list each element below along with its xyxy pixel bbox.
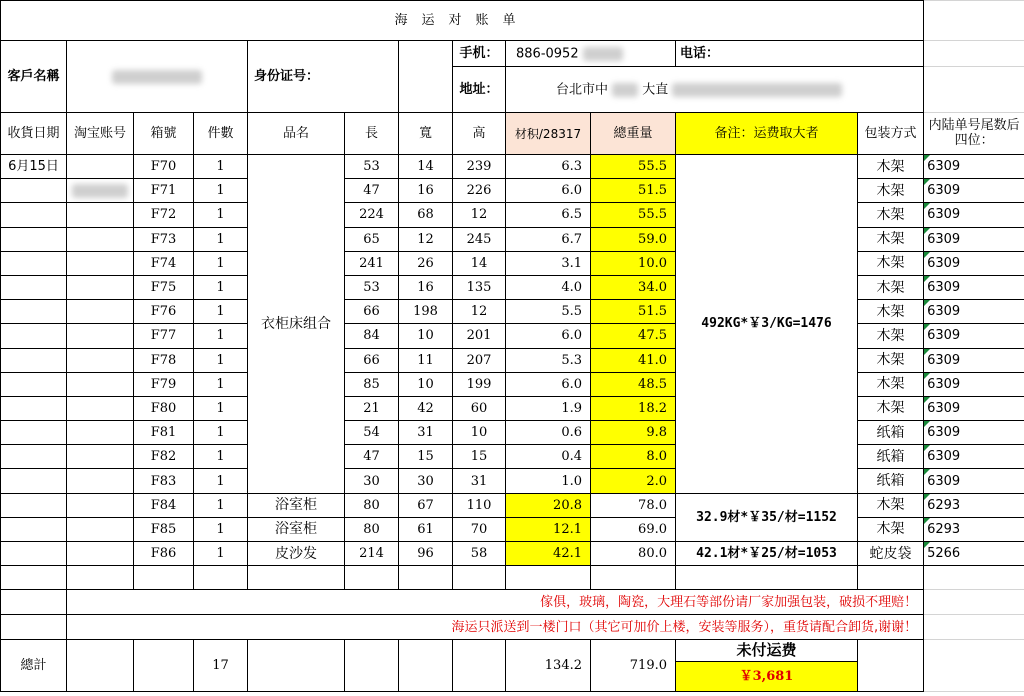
col-header-remark: 备注：运费取大者 [676, 113, 858, 155]
packing-method: 木架 [858, 275, 924, 299]
volume-value: 0.4 [506, 445, 591, 469]
item-rows [1, 155, 1024, 566]
item-count: 1 [194, 445, 248, 469]
dim-length: 65 [345, 227, 399, 251]
item-count: 1 [194, 493, 248, 517]
volume-value: 20.8 [506, 493, 591, 517]
weight-value: 18.2 [591, 396, 676, 420]
volume-value: 6.3 [506, 155, 591, 179]
dim-length: 47 [345, 179, 399, 203]
grid-cell[interactable] [924, 615, 1024, 640]
dim-width: 30 [399, 469, 453, 493]
tracking-digits: 6309 [924, 155, 1024, 179]
item-count: 1 [194, 396, 248, 420]
dim-length: 84 [345, 324, 399, 348]
blank-cell[interactable] [67, 227, 134, 251]
packing-method: 木架 [858, 203, 924, 227]
dim-height: 207 [453, 348, 506, 372]
table-row [1, 179, 1024, 203]
weight-value: 41.0 [591, 348, 676, 372]
box-number: F79 [134, 372, 194, 396]
blank-cell[interactable] [67, 203, 134, 227]
col-header-count: 件數 [194, 113, 248, 155]
dim-height: 12 [453, 300, 506, 324]
col-header-packing: 包装方式 [858, 113, 924, 155]
tracking-digits: 6309 [924, 324, 1024, 348]
address-text-b: 大直 [642, 82, 669, 97]
blank-cell[interactable] [1, 372, 67, 396]
blank-cell[interactable] [1, 445, 67, 469]
grid-cell[interactable] [924, 640, 1024, 692]
dim-width: 10 [399, 372, 453, 396]
packing-method: 木架 [858, 493, 924, 517]
tracking-digits: 6309 [924, 227, 1024, 251]
blank-cell[interactable] [1, 396, 67, 420]
weight-value: 51.5 [591, 179, 676, 203]
dim-length: 53 [345, 275, 399, 299]
tel-label: 电话： [676, 41, 924, 67]
blank-cell[interactable] [345, 566, 399, 590]
box-number: F80 [134, 396, 194, 420]
tracking-digits: 6309 [924, 300, 1024, 324]
table-row [1, 372, 1024, 396]
box-number: F81 [134, 421, 194, 445]
warning-line-2: 海运只派送到一楼门口（其它可加价上楼，安装等服务），重货请配合卸货,谢谢！ [67, 615, 924, 640]
blank-cell[interactable] [1, 179, 67, 203]
dim-height: 70 [453, 517, 506, 541]
blank-cell[interactable] [67, 469, 134, 493]
weight-value: 55.5 [591, 203, 676, 227]
dim-width: 16 [399, 275, 453, 299]
dim-width: 61 [399, 517, 453, 541]
item-count: 1 [194, 372, 248, 396]
tracking-digits: 6309 [924, 203, 1024, 227]
tracking-digits: 6309 [924, 396, 1024, 420]
tracking-digits: 6309 [924, 421, 1024, 445]
dim-length: 21 [345, 396, 399, 420]
table-row [1, 493, 1024, 517]
table-row [1, 517, 1024, 541]
box-number: F78 [134, 348, 194, 372]
weight-value: 69.0 [591, 517, 676, 541]
blank-cell[interactable] [1, 324, 67, 348]
item-count: 1 [194, 542, 248, 566]
item-count: 1 [194, 179, 248, 203]
packing-method: 木架 [858, 179, 924, 203]
grid-cell[interactable] [924, 1, 1024, 41]
volume-value: 0.6 [506, 421, 591, 445]
blank-cell[interactable] [453, 640, 506, 692]
phone-label: 手机： [453, 41, 506, 67]
blank-cell[interactable] [248, 640, 345, 692]
item-name: 衣柜床组合 [248, 155, 345, 494]
total-label: 總計 [1, 640, 67, 692]
item-count: 1 [194, 251, 248, 275]
box-number: F83 [134, 469, 194, 493]
box-number: F73 [134, 227, 194, 251]
weight-value: 34.0 [591, 275, 676, 299]
dim-length: 66 [345, 348, 399, 372]
dim-width: 67 [399, 493, 453, 517]
blank-cell[interactable] [1, 348, 67, 372]
item-name: 浴室柜 [248, 517, 345, 541]
packing-method: 纸箱 [858, 421, 924, 445]
blank-cell[interactable] [67, 445, 134, 469]
blank-cell[interactable] [591, 566, 676, 590]
total-volume: 134.2 [506, 640, 591, 692]
blank-cell[interactable] [67, 421, 134, 445]
grid-cell[interactable] [924, 67, 1024, 113]
blank-cell[interactable] [399, 566, 453, 590]
box-number: F86 [134, 542, 194, 566]
unpaid-label: 未付运费 [676, 640, 858, 662]
weight-value: 48.5 [591, 372, 676, 396]
dim-length: 66 [345, 300, 399, 324]
weight-value: 8.0 [591, 445, 676, 469]
volume-value: 6.0 [506, 324, 591, 348]
col-header-weight: 總重量 [591, 113, 676, 155]
id-value-cell[interactable] [399, 41, 453, 113]
table-row [1, 324, 1024, 348]
blank-cell[interactable] [1, 469, 67, 493]
blank-cell[interactable] [67, 348, 134, 372]
blank-cell[interactable] [1, 227, 67, 251]
tracking-digits: 6309 [924, 251, 1024, 275]
blank-cell[interactable] [134, 640, 194, 692]
item-count: 1 [194, 469, 248, 493]
dim-height: 60 [453, 396, 506, 420]
dim-height: 201 [453, 324, 506, 348]
table-row [1, 227, 1024, 251]
remark-note: 492KG*￥3/KG=1476 [676, 155, 858, 494]
blank-cell[interactable] [67, 493, 134, 517]
blank-cell[interactable] [1, 493, 67, 517]
phone-value [506, 41, 676, 67]
tracking-digits: 5266 [924, 542, 1024, 566]
blank-cell[interactable] [1, 203, 67, 227]
weight-value: 59.0 [591, 227, 676, 251]
dim-width: 10 [399, 324, 453, 348]
dim-width: 26 [399, 251, 453, 275]
dim-height: 110 [453, 493, 506, 517]
dim-height: 58 [453, 542, 506, 566]
volume-value: 6.0 [506, 179, 591, 203]
weight-value: 80.0 [591, 542, 676, 566]
col-header-item: 品名 [248, 113, 345, 155]
total-weight: 719.0 [591, 640, 676, 692]
weight-value: 2.0 [591, 469, 676, 493]
dim-length: 80 [345, 517, 399, 541]
dim-height: 10 [453, 421, 506, 445]
blank-cell[interactable] [67, 640, 134, 692]
item-count: 1 [194, 275, 248, 299]
phone-number-text: 886-0952 [516, 46, 579, 61]
box-number: F70 [134, 155, 194, 179]
dim-width: 12 [399, 227, 453, 251]
blank-cell[interactable] [1, 517, 67, 541]
dim-height: 31 [453, 469, 506, 493]
tracking-digits: 6309 [924, 348, 1024, 372]
box-number: F71 [134, 179, 194, 203]
table-row [1, 348, 1024, 372]
dim-height: 12 [453, 203, 506, 227]
dim-length: 214 [345, 542, 399, 566]
blank-cell[interactable] [67, 396, 134, 420]
dim-width: 14 [399, 155, 453, 179]
tracking-digits: 6309 [924, 469, 1024, 493]
dim-width: 31 [399, 421, 453, 445]
volume-value: 12.1 [506, 517, 591, 541]
dim-height: 226 [453, 179, 506, 203]
blank-cell[interactable] [67, 275, 134, 299]
blurred-text [112, 70, 202, 84]
packing-method: 木架 [858, 300, 924, 324]
blank-cell[interactable] [1, 590, 67, 615]
item-count: 1 [194, 203, 248, 227]
taobao-account-blurred [67, 179, 134, 203]
box-number: F74 [134, 251, 194, 275]
remark-note: 32.9材*￥35/材=1152 [676, 493, 858, 541]
tracking-digits: 6293 [924, 493, 1024, 517]
volume-value: 6.5 [506, 203, 591, 227]
blank-cell[interactable] [858, 640, 924, 692]
table-row [1, 300, 1024, 324]
item-name: 皮沙发 [248, 542, 345, 566]
box-number: F82 [134, 445, 194, 469]
blank-cell[interactable] [67, 251, 134, 275]
dim-height: 245 [453, 227, 506, 251]
blank-cell[interactable] [67, 542, 134, 566]
dim-height: 199 [453, 372, 506, 396]
sheet-title: 海运对账单 [1, 1, 924, 41]
col-header-taobao: 淘宝账号 [67, 113, 134, 155]
item-count: 1 [194, 227, 248, 251]
tracking-digits: 6309 [924, 179, 1024, 203]
dim-height: 135 [453, 275, 506, 299]
dim-width: 96 [399, 542, 453, 566]
blank-cell[interactable] [1, 275, 67, 299]
blank-cell[interactable] [453, 566, 506, 590]
col-header-width: 寬 [399, 113, 453, 155]
grid-cell[interactable] [924, 41, 1024, 67]
blurred-text [612, 83, 638, 97]
blank-cell[interactable] [345, 640, 399, 692]
dim-length: 80 [345, 493, 399, 517]
dim-height: 14 [453, 251, 506, 275]
table-row [1, 396, 1024, 420]
volume-value: 5.3 [506, 348, 591, 372]
col-header-tracking: 内陆单号尾数后四位： [924, 113, 1024, 155]
packing-method: 木架 [858, 324, 924, 348]
dim-length: 85 [345, 372, 399, 396]
dim-height: 239 [453, 155, 506, 179]
customer-label: 客戶名稱 [1, 41, 67, 113]
blank-cell[interactable] [194, 566, 248, 590]
weight-value: 55.5 [591, 155, 676, 179]
weight-value: 78.0 [591, 493, 676, 517]
table-row [1, 445, 1024, 469]
col-header-date: 收貨日期 [1, 113, 67, 155]
blank-cell[interactable] [506, 566, 591, 590]
packing-method: 木架 [858, 155, 924, 179]
item-count: 1 [194, 421, 248, 445]
packing-method: 木架 [858, 517, 924, 541]
dim-width: 11 [399, 348, 453, 372]
blank-cell[interactable] [134, 566, 194, 590]
id-label: 身份证号： [248, 41, 399, 113]
dim-width: 15 [399, 445, 453, 469]
table-row [1, 469, 1024, 493]
blurred-text [72, 184, 128, 198]
blurred-text [672, 83, 842, 97]
blank-cell[interactable] [1, 542, 67, 566]
blank-cell[interactable] [676, 566, 858, 590]
volume-value: 6.0 [506, 372, 591, 396]
packing-method: 木架 [858, 396, 924, 420]
weight-value: 9.8 [591, 421, 676, 445]
item-name: 浴室柜 [248, 493, 345, 517]
blank-cell[interactable] [67, 324, 134, 348]
volume-value: 1.9 [506, 396, 591, 420]
receive-date: 6月15日 [1, 155, 67, 179]
blank-cell[interactable] [1, 300, 67, 324]
table-row [1, 275, 1024, 299]
weight-value: 47.5 [591, 324, 676, 348]
blurred-text [583, 47, 623, 61]
dim-height: 15 [453, 445, 506, 469]
item-count: 1 [194, 300, 248, 324]
address-value [506, 67, 924, 113]
dim-width: 16 [399, 179, 453, 203]
total-count: 17 [194, 640, 248, 692]
grid-cell[interactable] [924, 590, 1024, 615]
packing-method: 纸箱 [858, 469, 924, 493]
packing-method: 木架 [858, 251, 924, 275]
item-count: 1 [194, 324, 248, 348]
dim-length: 53 [345, 155, 399, 179]
blank-cell[interactable] [399, 640, 453, 692]
packing-method: 木架 [858, 348, 924, 372]
volume-value: 3.1 [506, 251, 591, 275]
packing-method: 木架 [858, 372, 924, 396]
col-header-length: 長 [345, 113, 399, 155]
weight-value: 51.5 [591, 300, 676, 324]
table-row [1, 203, 1024, 227]
volume-value: 6.7 [506, 227, 591, 251]
blank-cell[interactable] [1, 421, 67, 445]
dim-length: 241 [345, 251, 399, 275]
packing-method: 纸箱 [858, 445, 924, 469]
volume-value: 4.0 [506, 275, 591, 299]
blank-cell[interactable] [67, 372, 134, 396]
box-number: F75 [134, 275, 194, 299]
col-header-box: 箱號 [134, 113, 194, 155]
packing-method: 木架 [858, 227, 924, 251]
packing-method: 蛇皮袋 [858, 542, 924, 566]
item-count: 1 [194, 155, 248, 179]
blank-cell[interactable] [67, 517, 134, 541]
dim-width: 42 [399, 396, 453, 420]
address-text-a: 台北市中 [556, 82, 609, 97]
address-label: 地址： [453, 67, 506, 113]
item-count: 1 [194, 517, 248, 541]
blank-cell[interactable] [67, 155, 134, 179]
table-row [1, 421, 1024, 445]
blank-cell[interactable] [1, 615, 67, 640]
volume-value: 1.0 [506, 469, 591, 493]
blank-cell[interactable] [858, 566, 924, 590]
box-number: F85 [134, 517, 194, 541]
dim-length: 224 [345, 203, 399, 227]
col-header-height: 高 [453, 113, 506, 155]
table-row [1, 542, 1024, 566]
volume-value: 5.5 [506, 300, 591, 324]
box-number: F84 [134, 493, 194, 517]
box-number: F72 [134, 203, 194, 227]
dim-length: 30 [345, 469, 399, 493]
blank-cell[interactable] [67, 300, 134, 324]
table-row [1, 155, 1024, 179]
tracking-digits: 6309 [924, 275, 1024, 299]
dim-width: 68 [399, 203, 453, 227]
dim-length: 47 [345, 445, 399, 469]
table-row [1, 251, 1024, 275]
volume-value: 42.1 [506, 542, 591, 566]
grid-cell[interactable] [924, 566, 1024, 590]
blank-cell[interactable] [1, 566, 67, 590]
blank-cell[interactable] [248, 566, 345, 590]
weight-value: 10.0 [591, 251, 676, 275]
dim-length: 54 [345, 421, 399, 445]
box-number: F77 [134, 324, 194, 348]
box-number: F76 [134, 300, 194, 324]
customer-name-blurred [67, 41, 248, 113]
tracking-digits: 6293 [924, 517, 1024, 541]
dim-width: 198 [399, 300, 453, 324]
tracking-digits: 6309 [924, 445, 1024, 469]
col-header-volume: 材积/28317 [506, 113, 591, 155]
blank-cell[interactable] [67, 566, 134, 590]
warning-line-1: 傢俱，玻璃，陶瓷，大理石等部份请厂家加强包装，破损不理赔！ [67, 590, 924, 615]
blank-cell[interactable] [1, 251, 67, 275]
tracking-digits: 6309 [924, 372, 1024, 396]
total-amount: ￥3,681 [676, 662, 858, 692]
item-count: 1 [194, 348, 248, 372]
remark-note: 42.1材*￥25/材=1053 [676, 542, 858, 566]
